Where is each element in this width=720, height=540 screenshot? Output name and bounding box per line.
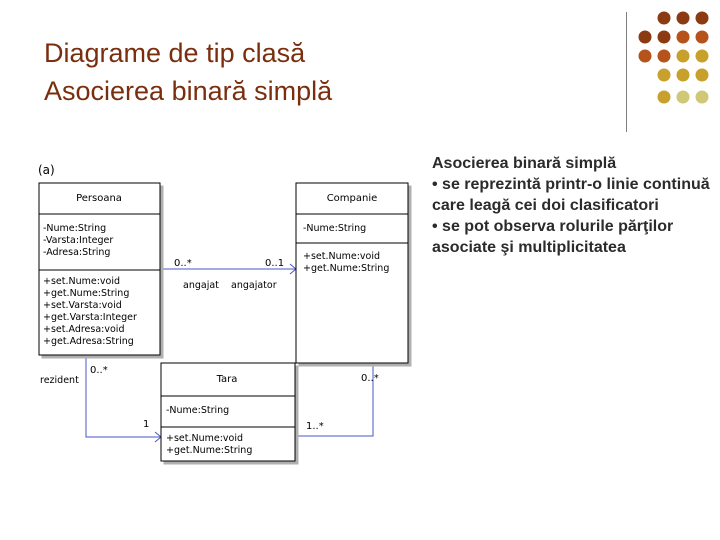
decorative-dot [677, 31, 690, 44]
decorative-dot [677, 91, 690, 104]
decorative-dot-grid [637, 10, 717, 112]
attribute: -Varsta:Integer [43, 235, 114, 246]
decorative-dot [658, 50, 671, 63]
class-name-tara: Tara [216, 374, 238, 385]
attribute: -Adresa:String [43, 247, 111, 258]
multiplicity-label: 1 [143, 419, 150, 430]
decorative-dot [658, 69, 671, 82]
operation: +get.Nume:String [303, 263, 390, 274]
explanation-bullet: • se pot observa rolurile părţilor asociate şi multiplicitatea [432, 218, 674, 256]
multiplicity-label: 1..* [306, 421, 324, 432]
multiplicity-label: 0..1 [265, 258, 285, 269]
decorative-dot [639, 50, 652, 63]
attribute: -Nume:String [303, 223, 367, 234]
explanation-heading: Asocierea binară simplă [432, 155, 617, 172]
decorative-dot [658, 12, 671, 25]
explanation-bullet: • se reprezintă printr-o linie continuă care leagă cei doi clasificatori [432, 176, 710, 214]
decorative-dot [696, 31, 709, 44]
operation: +set.Nume:void [303, 251, 381, 262]
decorative-dot [658, 31, 671, 44]
operation: +set.Varsta:void [43, 300, 122, 311]
operation: +get.Nume:String [166, 445, 253, 456]
decorative-divider [626, 12, 627, 132]
operation: +set.Nume:void [43, 276, 121, 287]
attribute: -Nume:String [43, 223, 107, 234]
attribute: -Nume:String [166, 405, 230, 416]
role-label: angajat [183, 280, 219, 291]
multiplicity-label: 0..* [174, 258, 192, 269]
decorative-dot [658, 91, 671, 104]
decorative-dot [696, 50, 709, 63]
decorative-dot [639, 31, 652, 44]
operation: +get.Adresa:String [43, 336, 134, 347]
decorative-dot [677, 12, 690, 25]
class-companie [296, 183, 408, 363]
class-tara [161, 363, 295, 461]
decorative-dot [696, 91, 709, 104]
class-persoana [39, 183, 160, 355]
operation: +get.Nume:String [43, 288, 130, 299]
decorative-dot [696, 12, 709, 25]
class-name-persoana: Persoana [76, 193, 122, 204]
diagram-label: (a) [38, 163, 55, 177]
operation: +get.Varsta:Integer [43, 312, 137, 323]
decorative-dot [696, 69, 709, 82]
explanation-text [432, 153, 717, 258]
role-label: rezident [40, 375, 79, 386]
operation: +set.Adresa:void [43, 324, 125, 335]
class-diagram [28, 150, 423, 470]
title-line-2: Asocierea binară simplă [44, 76, 333, 106]
role-label: angajator [231, 280, 277, 291]
decorative-dot [677, 50, 690, 63]
operation: +set.Nume:void [166, 433, 244, 444]
title-line-1: Diagrame de tip clasă [44, 38, 306, 68]
class-name-companie: Companie [326, 193, 378, 204]
multiplicity-label: 0..* [361, 373, 379, 384]
decorative-dot [677, 69, 690, 82]
multiplicity-label: 0..* [90, 365, 108, 376]
slide-title [44, 34, 332, 110]
